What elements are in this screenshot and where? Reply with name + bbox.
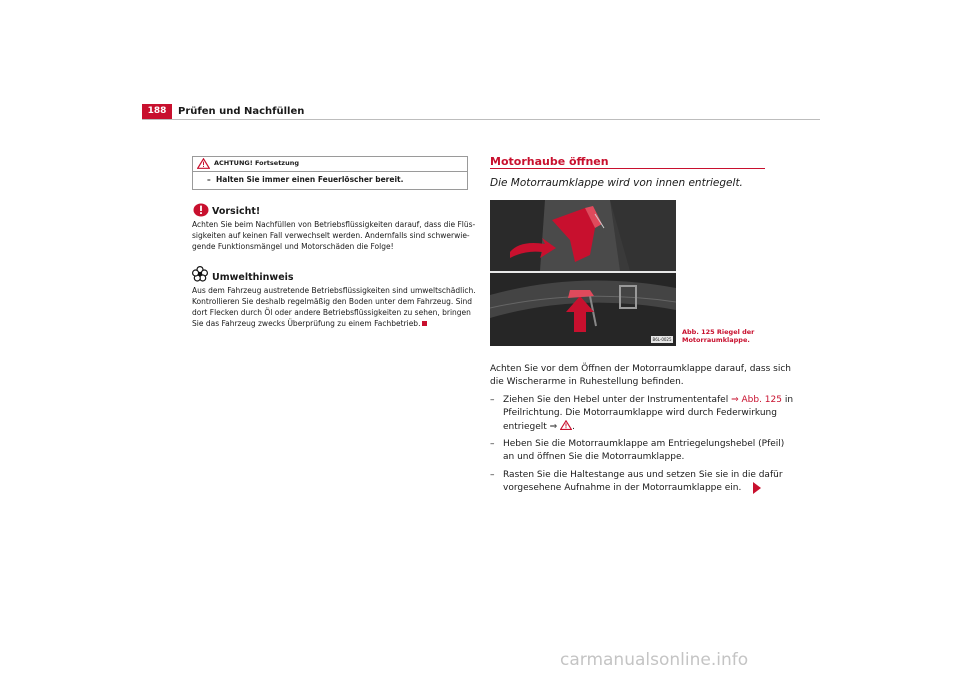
- environment-line-3: dort Flecken durch Öl oder andere Betriebsflüssigkeiten zu sehen, bringen: [192, 308, 471, 317]
- next-page-arrow-icon[interactable]: [753, 482, 761, 494]
- step-1-line-3-text: entriegelt ⇒: [503, 422, 561, 432]
- environment-title: Umwelthinweis: [212, 272, 294, 283]
- step-2-line-1: Heben Sie die Motorraumklappe am Entriegelungshebel (Pfeil): [503, 439, 785, 449]
- hood-latch-figure: [490, 200, 676, 346]
- step-3-dash: –: [490, 470, 495, 480]
- environment-line-2: Kontrollieren Sie deshalb regelmäßig den Boden unter dem Fahrzeug. Sind: [192, 297, 473, 306]
- figure-divider: [490, 271, 676, 273]
- step-1-dash: –: [490, 395, 495, 405]
- caution-line-2: sigkeiten auf keinen Fall verwechselt werden. Andernfalls sind schwerwie-: [192, 231, 470, 240]
- section-subtitle: Die Motorraumklappe wird von innen entriegelt.: [490, 177, 743, 189]
- step-3-line-1: Rasten Sie die Haltestange aus und setzen Sie sie in die dafür: [503, 470, 783, 480]
- environment-line-1: Aus dem Fahrzeug austretende Betriebsflüssigkeiten sind umweltschädlich.: [192, 286, 476, 295]
- header-divider: [142, 119, 820, 120]
- end-of-section-marker: [422, 321, 427, 326]
- warning-triangle-icon: [197, 158, 210, 169]
- figure-caption: [682, 328, 754, 344]
- step-1-line-2: Pfeilrichtung. Die Motorraumklappe wird durch Federwirkung: [503, 408, 777, 418]
- warning-reference-icon[interactable]: [560, 420, 572, 430]
- warning-item-text: Halten Sie immer einen Feuerlöscher bereit.: [215, 175, 404, 184]
- hood-latch-illustration: [490, 200, 676, 346]
- warning-box-header: [193, 157, 467, 172]
- section-title: Motorhaube öffnen: [490, 155, 609, 168]
- figure-caption-line-2: Motorraumklappe.: [682, 336, 750, 344]
- step-2-dash: –: [490, 439, 495, 449]
- step-1-line-1: [503, 394, 793, 407]
- warning-box: [192, 156, 468, 190]
- figure-code: B6L-0025: [652, 337, 672, 342]
- section-divider: [490, 168, 765, 169]
- page-header-title: Prüfen und Nachfüllen: [178, 106, 305, 117]
- warning-item: [207, 175, 403, 184]
- step-3-line-2: vorgesehene Aufnahme in der Motorraumklappe ein.: [503, 483, 742, 493]
- step-1-text-a: Ziehen Sie den Hebel unter der Instrumententafel: [503, 395, 732, 405]
- warning-box-label: ACHTUNG! Fortsetzung: [214, 159, 299, 167]
- step-1-text-b: in: [781, 395, 794, 405]
- caution-title: Vorsicht!: [212, 206, 261, 217]
- watermark: carmanualsonline.info: [560, 650, 749, 670]
- step-2-line-2: an und öffnen Sie die Motorraumklappe.: [503, 452, 685, 462]
- figure-caption-line-1: Abb. 125 Riegel der: [682, 328, 755, 336]
- caution-icon: [193, 203, 209, 217]
- environment-line-4-text: Sie das Fahrzeug zwecks Überprüfung zu einem Fachbetrieb.: [192, 319, 421, 328]
- intro-line-1: Achten Sie vor dem Öffnen der Motorraumklappe darauf, dass sich: [490, 364, 791, 374]
- intro-line-2: die Wischerarme in Ruhestellung befinden.: [490, 377, 684, 387]
- step-1-line-3: entriegelt ⇒ .: [503, 422, 575, 432]
- caution-line-1: Achten Sie beim Nachfüllen von Betriebsflüssigkeiten darauf, dass die Flüs-: [192, 220, 476, 229]
- environment-line-4: [192, 318, 427, 330]
- caution-line-3: gende Funktionsmängel und Motorschäden die Folge!: [192, 242, 394, 251]
- warning-item-dash: –: [207, 175, 211, 184]
- page-number: 188: [142, 104, 172, 119]
- figure-reference-link[interactable]: ⇒ Abb. 125: [731, 395, 782, 405]
- flower-environment-icon: [192, 266, 208, 282]
